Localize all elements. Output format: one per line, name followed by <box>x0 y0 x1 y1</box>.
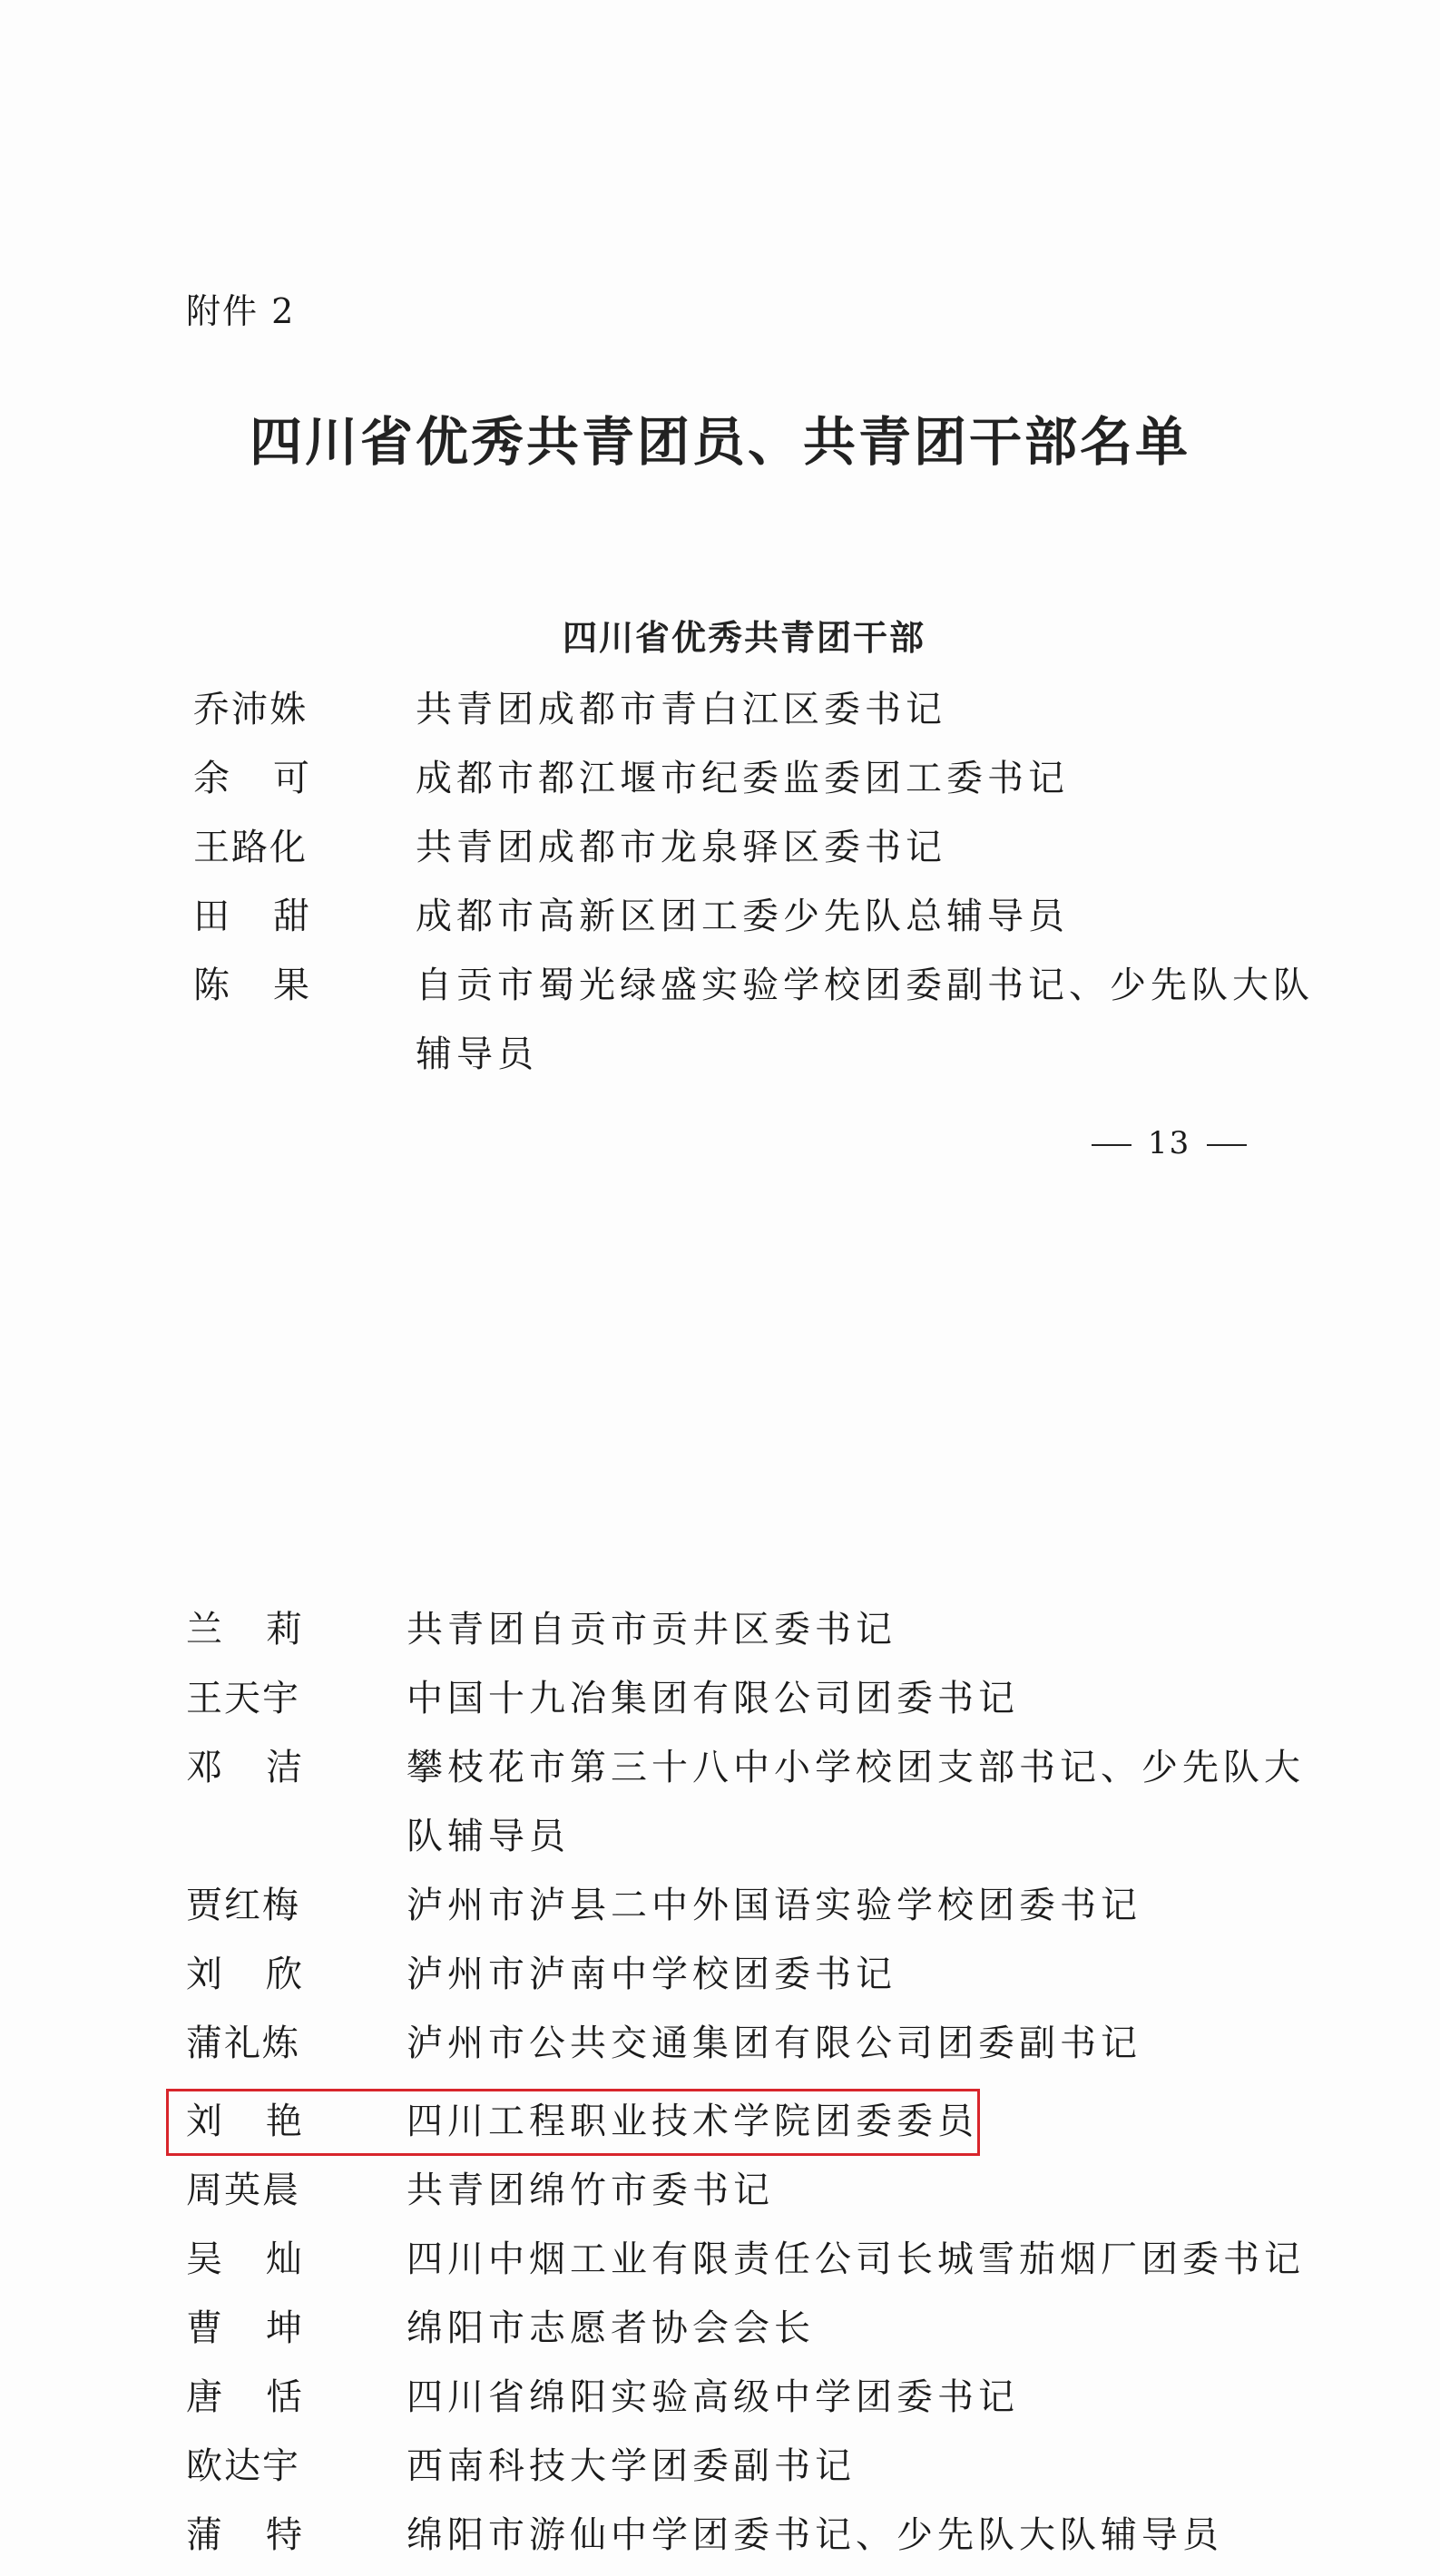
person-name: 蒲礼炼 <box>186 2023 300 2064</box>
person-role: 绵阳市游仙中学团委书记、少先队大队辅导员 <box>407 2514 1223 2556</box>
list-item <box>0 2501 1440 2570</box>
person-name: 曹坤 <box>186 2307 346 2349</box>
page-number <box>1075 1125 1263 1161</box>
person-name: 乔沛姝 <box>193 689 308 730</box>
list-item <box>0 2225 1440 2294</box>
person-name: 刘艳 <box>186 2101 346 2142</box>
person-name: 蒲特 <box>186 2514 346 2556</box>
list-item <box>0 882 1440 951</box>
list-item <box>0 2294 1440 2363</box>
person-name: 王天宇 <box>186 1678 300 1719</box>
person-role: 中国十九冶集团有限公司团委书记 <box>407 1678 1019 1719</box>
dash-right <box>1207 1144 1247 1146</box>
person-name: 欧达宇 <box>186 2445 300 2487</box>
person-role: 成都市高新区团工委少先队总辅导员 <box>416 896 1069 937</box>
person-role: 四川省绵阳实验高级中学团委书记 <box>407 2376 1019 2418</box>
person-name: 王路化 <box>193 827 308 868</box>
person-role: 成都市都江堰市纪委监委团工委书记 <box>416 758 1069 799</box>
list-item-highlighted <box>0 2087 1440 2156</box>
list-item <box>0 2009 1440 2078</box>
person-role: 四川中烟工业有限责任公司长城雪茄烟厂团委书记 <box>407 2238 1305 2280</box>
list-item <box>0 2363 1440 2432</box>
person-name: 兰莉 <box>186 1609 346 1650</box>
list-item <box>0 951 1440 1075</box>
list-item <box>0 1664 1440 1733</box>
person-role: 攀枝花市第三十八中小学校团支部书记、少先队大队辅导员 <box>407 1747 1305 1857</box>
page-number-value: 13 <box>1148 1125 1191 1161</box>
document-title: 四川省优秀共青团员、共青团干部名单 <box>249 411 1190 473</box>
person-name: 刘欣 <box>186 1954 346 1995</box>
list-item <box>0 744 1440 813</box>
person-name: 陈果 <box>193 965 353 1006</box>
list-item <box>0 1940 1440 2009</box>
person-role: 泸州市公共交通集团有限公司团委副书记 <box>407 2023 1141 2064</box>
person-name: 邓洁 <box>186 1747 346 1788</box>
person-name: 田甜 <box>193 896 353 937</box>
person-role: 共青团绵竹市委书记 <box>407 2170 774 2211</box>
person-name: 吴灿 <box>186 2238 346 2280</box>
list-item <box>0 1733 1440 1857</box>
list-item <box>0 675 1440 744</box>
list-item <box>0 2432 1440 2501</box>
person-role: 四川工程职业技术学院团委委员 <box>407 2101 978 2142</box>
person-role: 自贡市蜀光绿盛实验学校团委副书记、少先队大队辅导员 <box>416 965 1314 1075</box>
person-role: 西南科技大学团委副书记 <box>407 2445 856 2487</box>
list-item <box>0 2156 1440 2225</box>
person-role: 共青团自贡市贡井区委书记 <box>407 1609 896 1650</box>
person-name: 唐恬 <box>186 2376 346 2418</box>
section-title: 四川省优秀共青团干部 <box>562 618 926 658</box>
dash-left <box>1092 1144 1131 1146</box>
person-role: 共青团成都市龙泉驿区委书记 <box>416 827 946 868</box>
person-role: 绵阳市志愿者协会会长 <box>407 2307 815 2349</box>
person-name: 余可 <box>193 758 353 799</box>
list-item <box>0 813 1440 882</box>
person-role: 共青团成都市青白江区委书记 <box>416 689 946 730</box>
person-role: 泸州市泸县二中外国语实验学校团委书记 <box>407 1885 1141 1926</box>
person-role: 泸州市泸南中学校团委书记 <box>407 1954 896 1995</box>
person-name: 周英晨 <box>186 2170 300 2211</box>
list-item <box>0 1595 1440 1664</box>
person-name: 贾红梅 <box>186 1885 300 1926</box>
attachment-label: 附件 2 <box>186 291 296 331</box>
list-item <box>0 1871 1440 1940</box>
